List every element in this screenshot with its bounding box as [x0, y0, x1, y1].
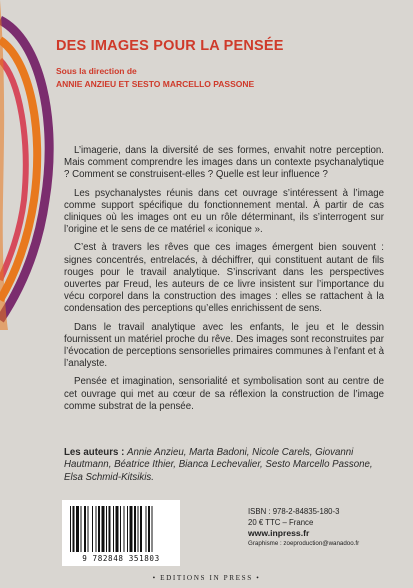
graphisme-credit: Graphisme : zoeproduction@wanadoo.fr	[248, 539, 360, 547]
direction-label: Sous la direction de	[56, 66, 137, 76]
authors-label: Les auteurs :	[64, 447, 125, 458]
authors-list	[64, 447, 384, 484]
summary-paragraph: L’imagerie, dans la diversité de ses formes, envahit notre perception. Mais comment comprendre les images dans un contexte psychanalytique ? Comment se construisent-elles ? Quelle est leur influence ?	[64, 145, 384, 181]
publisher-name: • EDITIONS IN PRESS •	[152, 574, 261, 582]
summary-text	[64, 145, 384, 419]
authors-names: Annie Anzieu, Marta Badoni, Nicole Carels, Giovanni Hautmann, Béatrice Ithier, Bianca Lechevalier, Sesto Marcello Passone, Elsa Schmid-Kitsikis.	[64, 447, 373, 483]
editors-names: ANNIE ANZIEU ET SESTO MARCELLO PASSONE	[56, 79, 255, 89]
isbn-block	[248, 507, 359, 549]
decorative-arcs	[0, 0, 60, 330]
barcode-digits: 9 782848 351803	[82, 554, 160, 563]
barcode	[62, 500, 180, 566]
publisher-website: www.inpress.fr	[248, 528, 310, 539]
isbn-number: ISBN : 978-2-84835-180-3	[248, 507, 340, 516]
summary-paragraph: Dans le travail analytique avec les enfants, le jeu et le dessin fournissent un matériel proche du rêve. Des images sont reconstruites par l’évocation de perceptions sensorielles primaires communes à l’enfant et à l’analyste.	[64, 321, 384, 370]
price: 20 € TTC – France	[248, 517, 314, 527]
barcode-bars	[68, 506, 174, 552]
summary-paragraph: C’est à travers les rêves que ces images émergent bien souvent : signes concentrés, entrelacés, à déchiffrer, qui constituent autant de fils rouges pour le travail analytique. S’inscrivant dans les perspectives ouvertes par Freud, les auteurs de ce livre insistent sur l’importance du vécu corporel dans la construction des images : elles se rattachent à la condensation des perceptions qu’elles enrichissent de sens.	[64, 242, 384, 315]
book-title: DES IMAGES POUR LA PENSÉE	[56, 38, 284, 54]
summary-paragraph: Pensée et imagination, sensorialité et symbolisation sont au centre de cet ouvrage qui met au cœur de sa réflexion la construction de l’image comme substrat de la pensée.	[64, 376, 384, 412]
summary-paragraph: Les psychanalystes réunis dans cet ouvrage s’intéressent à l’image comme support spécifique du fonctionnement mental. À partir de cas cliniques où les images ont eu un rôle déterminant, ils s’interrogent sur l’origine et le sens de ce matériel « iconique ».	[64, 187, 384, 236]
